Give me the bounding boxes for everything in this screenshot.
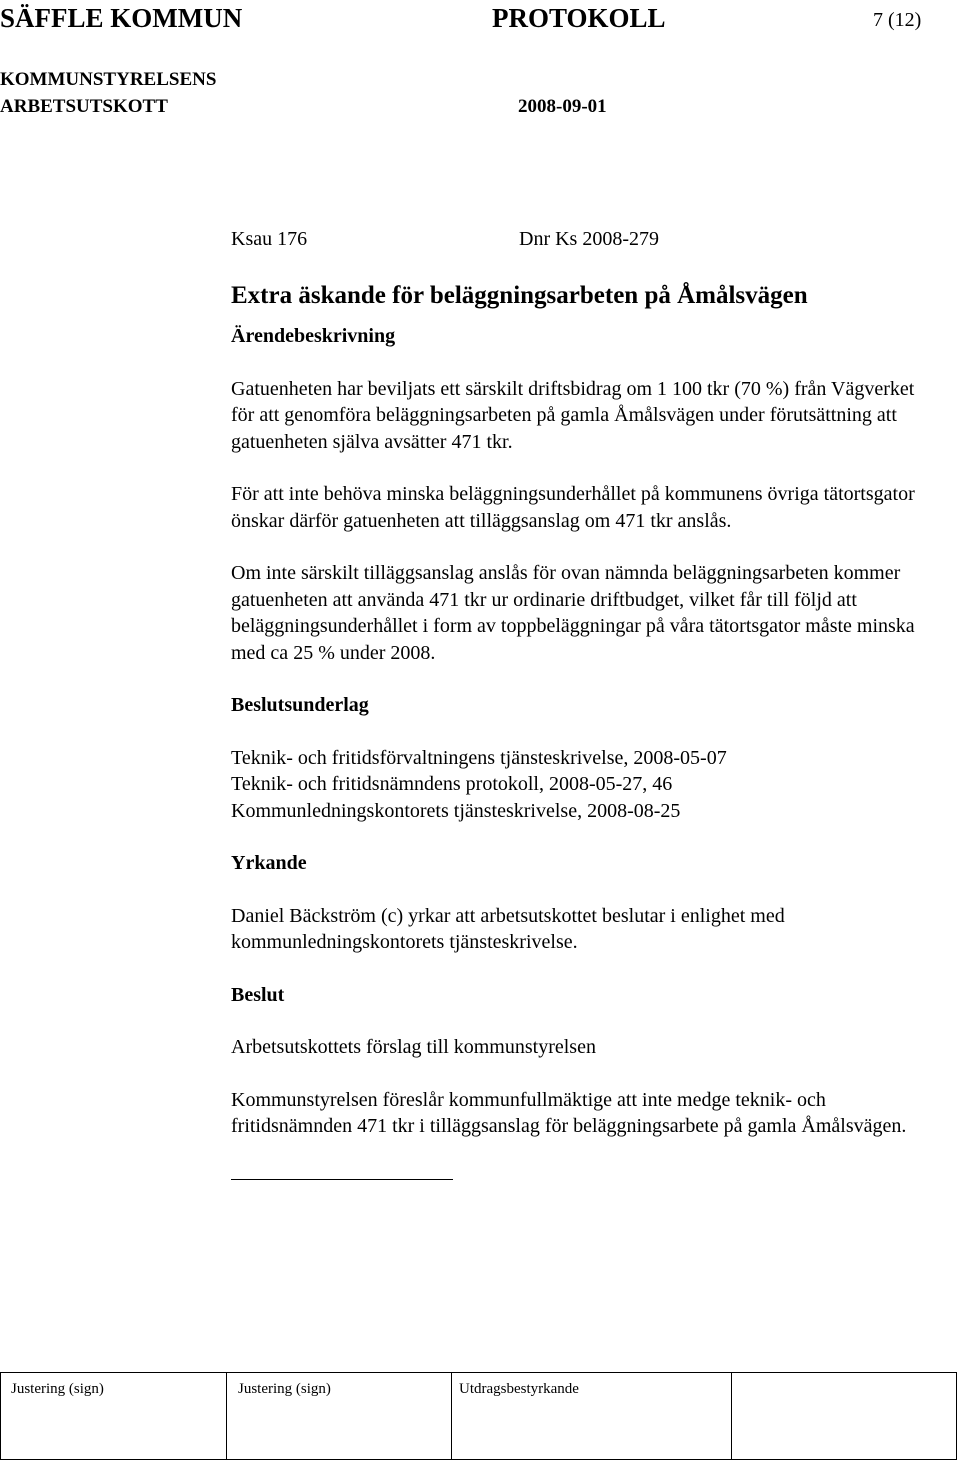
description-heading: Ärendebeskrivning <box>231 325 396 347</box>
end-rule <box>231 1179 453 1180</box>
protocol-section <box>231 226 941 1180</box>
column-divider <box>731 1373 732 1459</box>
signature-label: Justering (sign) <box>11 1381 104 1397</box>
body-name-line1: KOMMUNSTYRELSENS <box>0 69 217 90</box>
basis-item: Teknik- och fritidsförvaltningens tjänsteskrivelse, 2008-05-07 <box>231 746 727 769</box>
description-paragraph: Gatuenheten har beviljats ett särskilt driftsbidrag om 1 100 tkr (70 %) från Vägverket för att genomföra beläggningsarbeten på gamla Åmålsvägen under förutsättning att gatuenheten själva avsätter 471 tkr. <box>231 377 915 453</box>
body-name-line2: ARBETSUTSKOTT <box>0 96 168 117</box>
motion-text: Daniel Bäckström (c) yrkar att arbetsutskottet beslutar i enlighet med kommunledningskontorets tjänsteskrivelse. <box>231 904 785 953</box>
page-number: 7 (12) <box>873 9 922 31</box>
basis-heading: Beslutsunderlag <box>231 694 369 716</box>
description-paragraph: Om inte särskilt tilläggsanslag anslås för ovan nämnda beläggningsarbeten kommer gatuenheten att använda 471 tkr ur ordinarie driftbudget, vilket får till följd att beläggningsunderhållet i form av toppbeläggningar på våra tätortsgator måste minska med ca 25 % under 2008. <box>231 562 915 664</box>
basis-list <box>231 745 941 825</box>
signature-label: Justering (sign) <box>238 1381 331 1397</box>
signature-box <box>0 1372 957 1460</box>
column-divider <box>226 1373 227 1459</box>
meeting-date: 2008-09-01 <box>518 96 607 117</box>
decision-text: Kommunstyrelsen föreslår kommunfullmäktige att inte medge teknik- och fritidsnämnden 471 tkr i tilläggsanslag för beläggningsarbete på gamla Åmålsvägen. <box>231 1088 907 1137</box>
paragraph-reference: Ksau 176 <box>231 228 308 250</box>
description-paragraph: För att inte behöva minska beläggningsunderhållet på kommunens övriga tätortsgator önskar därför gatuenheten att tilläggsanslag om 471 tkr anslås. <box>231 483 915 532</box>
extract-certification-label: Utdragsbestyrkande <box>459 1381 579 1397</box>
document-type: PROTOKOLL <box>492 3 666 33</box>
case-reference-line <box>231 226 941 256</box>
case-title: Extra äskande för beläggningsarbeten på Åmålsvägen <box>231 282 808 309</box>
basis-item: Kommunledningskontorets tjänsteskrivelse, 2008-08-25 <box>231 799 681 822</box>
column-divider <box>451 1373 452 1459</box>
decision-subheading: Arbetsutskottets förslag till kommunstyrelsen <box>231 1036 596 1058</box>
decision-heading: Beslut <box>231 983 285 1006</box>
motion-heading: Yrkande <box>231 852 307 874</box>
case-number: Dnr Ks 2008-279 <box>519 228 659 250</box>
basis-item: Teknik- och fritidsnämndens protokoll, 2008-05-27, 46 <box>231 773 673 795</box>
organization-name: SÄFFLE KOMMUN <box>0 3 243 33</box>
